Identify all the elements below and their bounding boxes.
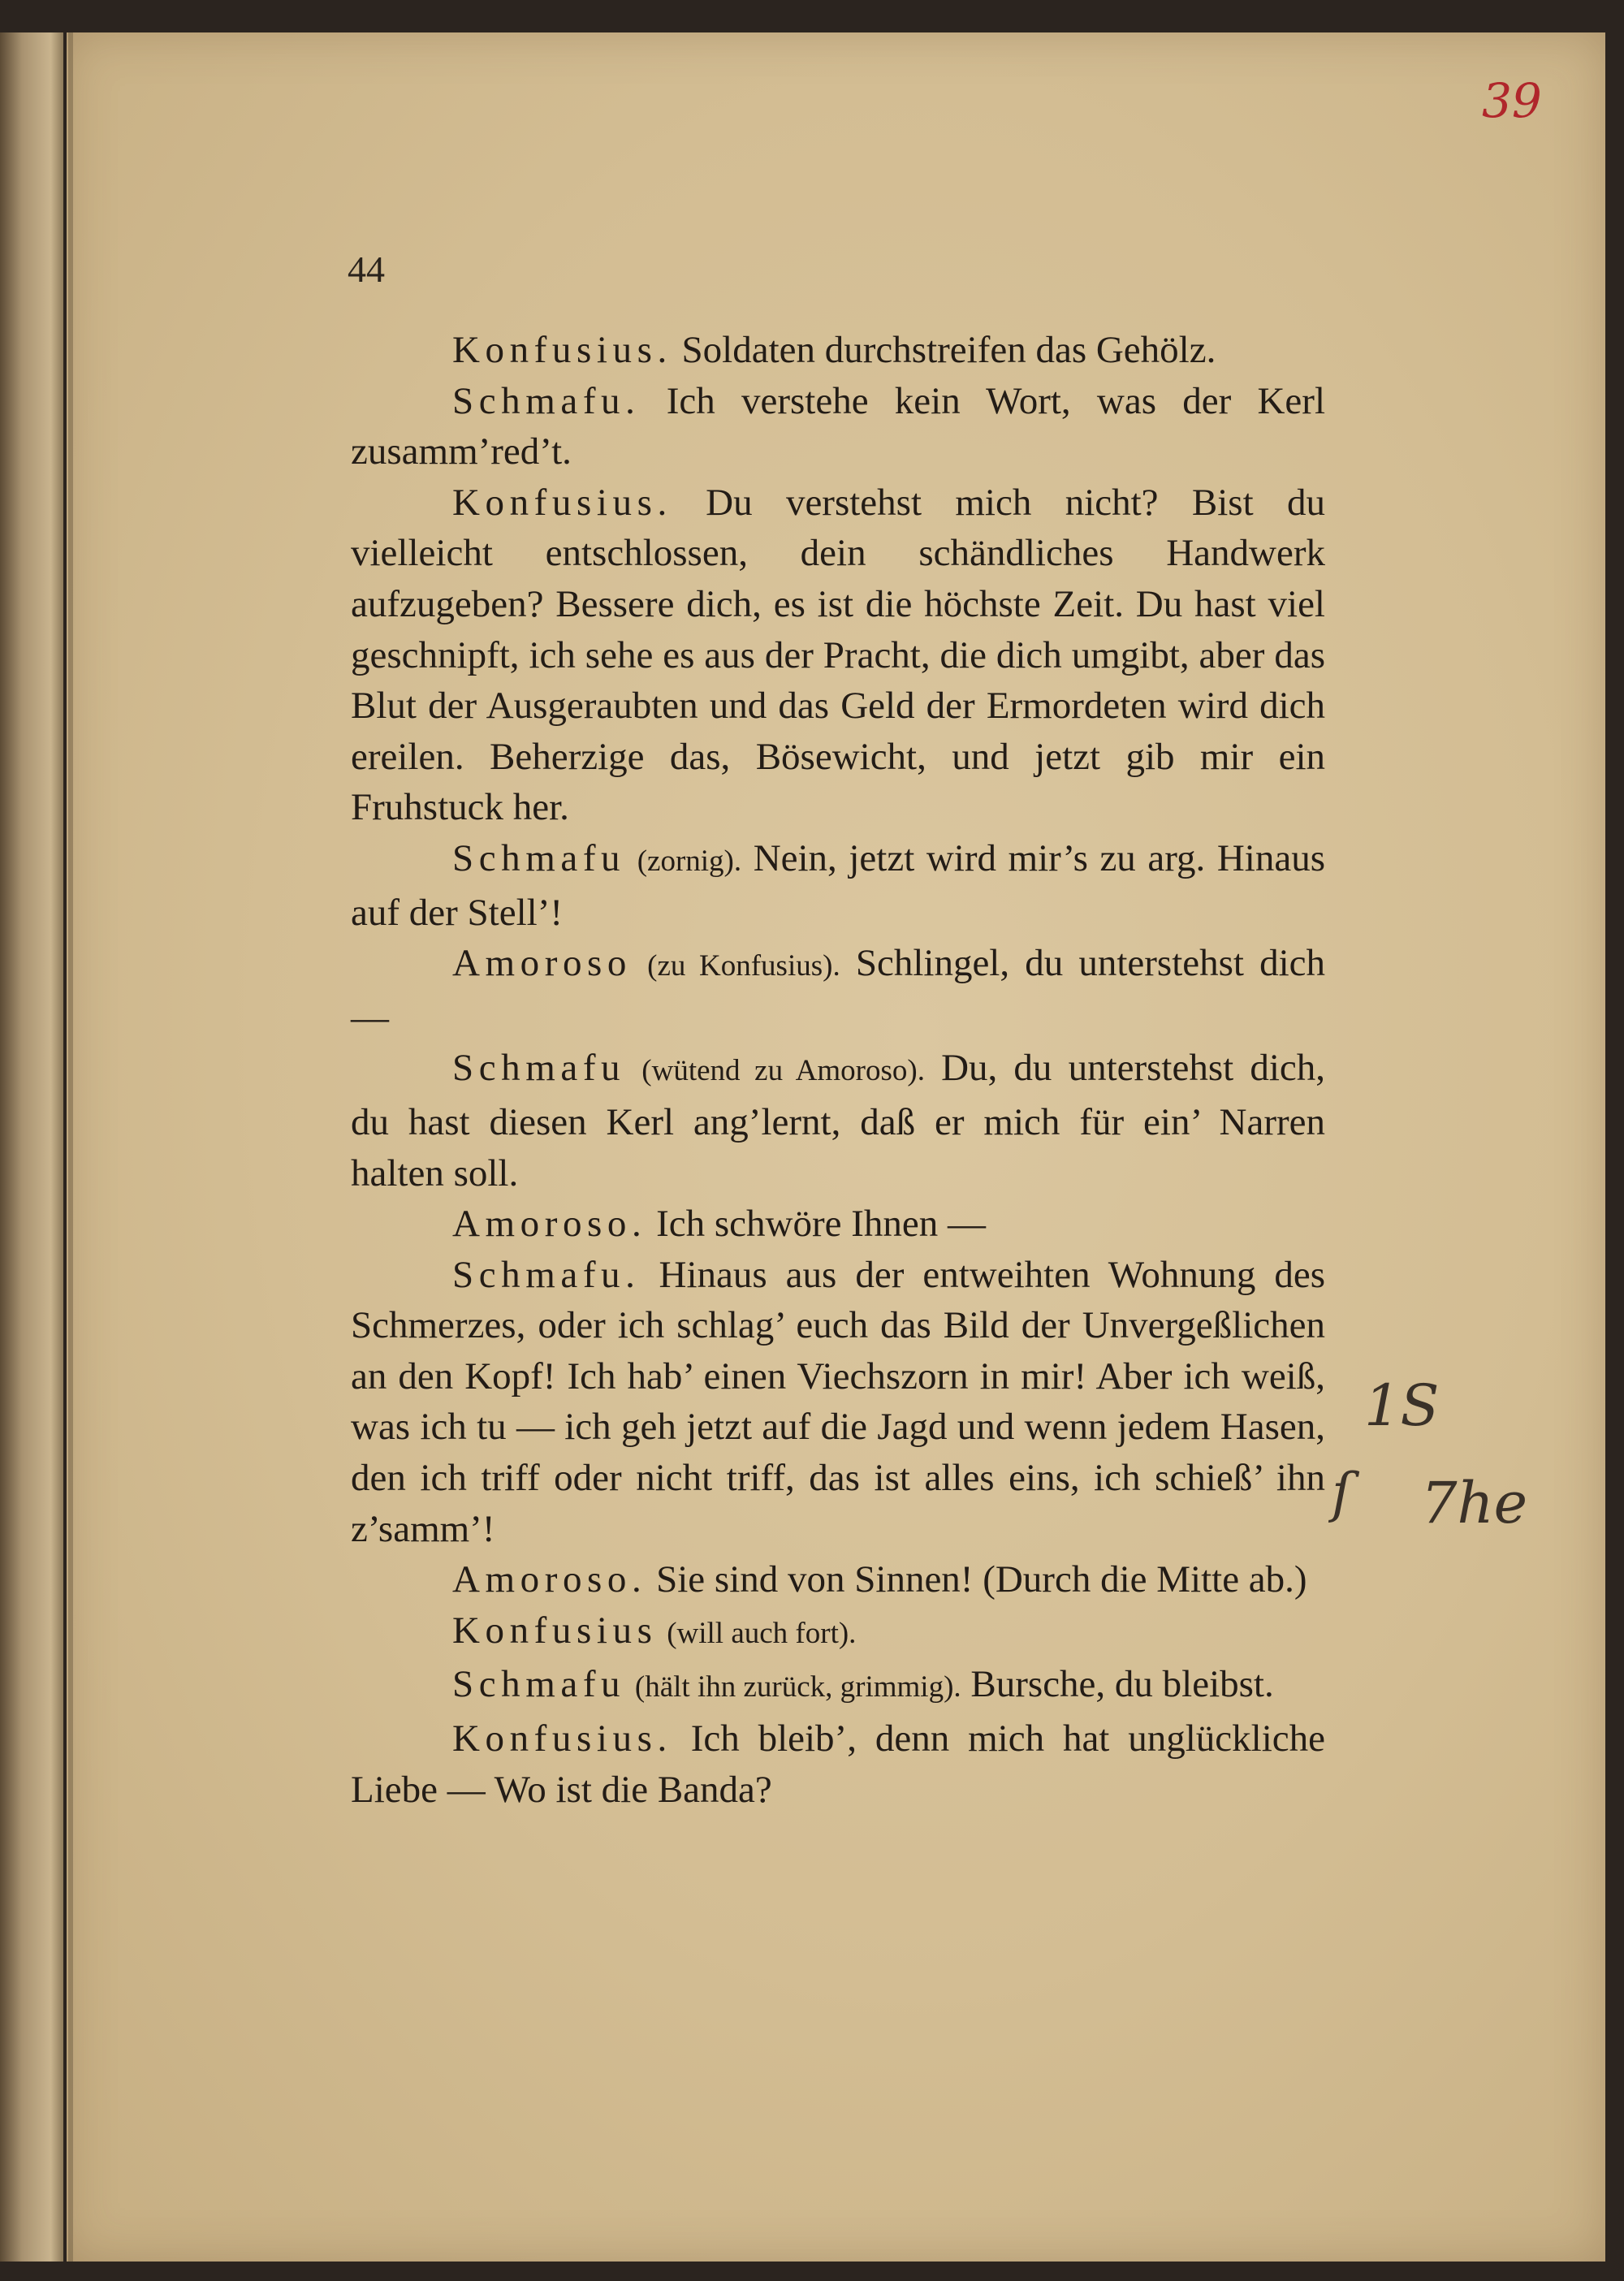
dialogue-paragraph bbox=[351, 376, 1325, 477]
dialogue-paragraph bbox=[351, 1199, 1325, 1250]
previous-page-edge bbox=[0, 32, 63, 2262]
dialogue-text: Ich verstehe kein Wort, was der Kerl zusamm’red’t. bbox=[351, 379, 1326, 473]
dialogue-text: Soldaten durchstreifen das Gehölz. bbox=[681, 329, 1216, 371]
dialogue-paragraph bbox=[351, 1713, 1325, 1815]
dialogue-paragraph bbox=[351, 1250, 1325, 1555]
speaker-name: Amoroso. bbox=[452, 1203, 647, 1246]
speaker-name: Schmafu bbox=[452, 1663, 626, 1706]
stage-direction: (zornig). bbox=[637, 844, 742, 878]
dialogue-paragraph bbox=[351, 1659, 1325, 1713]
speaker-name: Schmafu bbox=[452, 836, 626, 879]
speaker-name: Konfusius bbox=[452, 1609, 658, 1652]
dialogue-paragraph bbox=[351, 1554, 1325, 1605]
dialogue-text: Du, du unterstehst dich, du hast diesen Kerl ang’lernt, daß er mich für ein’ Narren halten soll. bbox=[351, 1047, 1326, 1195]
speaker-name: Amoroso. bbox=[452, 1558, 647, 1601]
stage-direction: (will auch fort). bbox=[667, 1616, 857, 1650]
stage-direction: (hält ihn zurück, grimmig). bbox=[634, 1670, 961, 1704]
dialogue-paragraph bbox=[351, 1043, 1325, 1199]
speaker-name: Konfusius. bbox=[452, 329, 672, 371]
speaker-name: Amoroso bbox=[452, 942, 633, 985]
margin-annotation: ſ bbox=[1332, 1462, 1352, 1524]
printed-page-number: 44 bbox=[348, 248, 385, 290]
dialogue-text: Schlingel, du unterstehst dich — bbox=[351, 942, 1326, 1039]
dialogue-text: Hinaus aus der entweihten Wohnung des Schmerzes, oder ich schlag’ euch das Bild der Unvergeßlichen an den Kopf! Ich hab’ einen Viechszorn in mir! Aber ich weiß, was ich tu — ich geh jetzt auf die Jagd und wenn jedem Hasen, den ich triff oder nicht triff, das ist alles eins, ich schieß’ ihn z’samm’! bbox=[351, 1253, 1326, 1550]
dialogue-paragraph bbox=[351, 325, 1325, 376]
book-spine-shadow bbox=[68, 32, 73, 2262]
dialogue-paragraph bbox=[351, 938, 1325, 1043]
margin-annotation: 7he bbox=[1421, 1470, 1528, 1536]
speaker-name: Konfusius. bbox=[452, 481, 672, 524]
speaker-name: Schmafu. bbox=[452, 379, 641, 422]
stage-direction: (wütend zu Amoroso). bbox=[641, 1054, 925, 1088]
dialogue-text: Du verstehst mich nicht? Bist du vielleicht entschlossen, dein schändliches Handwerk aufzugeben? Bessere dich, es ist die höchste Zeit. Du hast viel geschnipft, ich sehe es aus der Pracht, die dich umgibt, aber das Blut der Ausgeraubten und das Geld der Ermordeten wird dich ereilen. Beherzige das, Bösewicht, und jetzt gib mir ein Fruhstuck her. bbox=[351, 481, 1325, 829]
dialogue-paragraph bbox=[351, 1605, 1325, 1660]
dialogue-paragraph bbox=[351, 477, 1325, 833]
play-text bbox=[351, 325, 1325, 1815]
handwritten-folio-number: 39 bbox=[1482, 73, 1542, 128]
dialogue-text: Bursche, du bleibst. bbox=[970, 1663, 1274, 1706]
speaker-name: Konfusius. bbox=[452, 1717, 672, 1760]
dialogue-text: Ich bleib’, denn mich hat unglückliche Liebe — Wo ist die Banda? bbox=[351, 1717, 1326, 1811]
dialogue-paragraph bbox=[351, 833, 1325, 938]
margin-annotation: 1S bbox=[1364, 1372, 1440, 1439]
dialogue-text: Ich schwöre Ihnen — bbox=[656, 1203, 986, 1246]
stage-direction: (zu Konfusius). bbox=[647, 949, 840, 983]
dialogue-text: Sie sind von Sinnen! (Durch die Mitte ab.) bbox=[656, 1558, 1307, 1601]
speaker-name: Schmafu bbox=[452, 1047, 626, 1090]
speaker-name: Schmafu. bbox=[452, 1253, 641, 1296]
dialogue-text: Nein, jetzt wird mir’s zu arg. Hinaus auf der Stell’! bbox=[351, 836, 1325, 934]
